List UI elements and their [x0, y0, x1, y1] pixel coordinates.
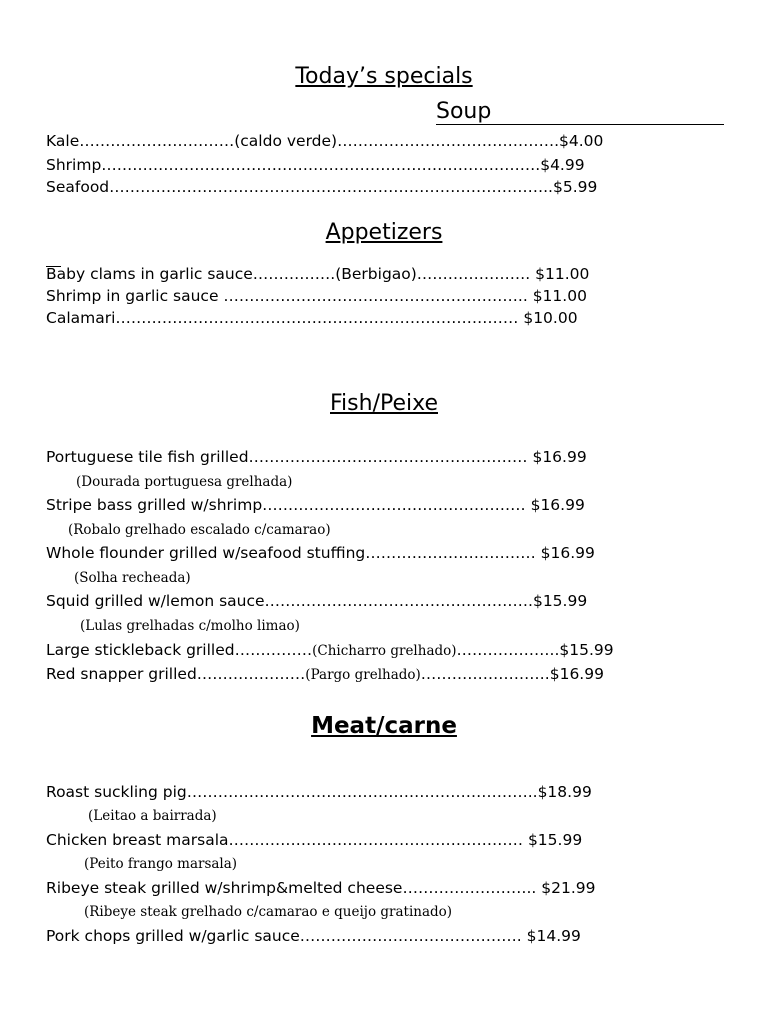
fish-item-stickleback-name: Large stickleback grilled……………	[46, 641, 313, 659]
soup-item-shrimp: Shrimp………………………………………………………………………….$4.99	[46, 156, 585, 174]
appetizers-heading: Appetizers	[325, 220, 443, 245]
meat-item-ribeye: Ribeye steak grilled w/shrimp&melted cheese…………………….. $21.99	[46, 879, 596, 897]
appetizer-item-shrimp: Shrimp in garlic sauce ………………………………………………….. $11.00	[46, 287, 587, 305]
soup-item-seafood: Seafood…………………………………………………………………………..$5.99	[46, 178, 598, 196]
fish-item-red-snapper	[46, 664, 604, 685]
fish-item-squid-translation: (Lulas grelhadas c/molho limao)	[80, 618, 300, 634]
fish-item-stickleback	[46, 640, 614, 661]
fish-item-flounder: Whole flounder grilled w/seafood stuffing…………………………… $16.99	[46, 544, 595, 562]
meat-item-suckling-pig: Roast suckling pig…………………………………………………………..$18.99	[46, 783, 592, 801]
meat-item-chicken-marsala-translation: (Peito frango marsala)	[84, 856, 238, 872]
meat-item-ribeye-translation: (Ribeye steak grelhado c/camarao e queijo gratinado)	[84, 904, 453, 920]
fish-item-red-snapper-price: …………………….$16.99	[420, 665, 604, 683]
fish-item-squid: Squid grilled w/lemon sauce…………………………………………….$15.99	[46, 592, 588, 610]
fish-item-flounder-translation: (Solha recheada)	[74, 570, 191, 586]
fish-item-stripe-bass: Stripe bass grilled w/shrimp…………………………………………… $16.99	[46, 496, 585, 514]
appetizer-item-baby-clams: Baby clams in garlic sauce…………….(Berbigao)…………………. $11.00	[46, 265, 590, 283]
soup-heading-underline	[436, 124, 724, 125]
fish-item-red-snapper-translation: (Pargo grelhado)	[305, 667, 421, 683]
fish-item-tile-fish-translation: (Dourada portuguesa grelhada)	[76, 474, 293, 490]
fish-item-tile-fish: Portuguese tile fish grilled……………………………………………… $16.99	[46, 448, 587, 466]
soup-item-kale: Kale…………………………(caldo verde)…………………………………….$4.00	[46, 132, 604, 150]
soup-heading-text: Soup	[436, 99, 492, 124]
fish-item-stripe-bass-translation: (Robalo grelhado escalado c/camarao)	[68, 522, 331, 538]
meat-item-chicken-marsala: Chicken breast marsala………………………………………………… $15.99	[46, 831, 583, 849]
fish-item-stickleback-translation: (Chicharro grelhado)	[312, 643, 457, 659]
meat-item-pork-chops: Pork chops grilled w/garlic sauce……………………………………. $14.99	[46, 927, 581, 945]
fish-heading: Fish/Peixe	[330, 391, 438, 416]
meat-heading: Meat/carne	[311, 713, 457, 739]
fish-item-stickleback-price: ………………..$15.99	[456, 641, 614, 659]
meat-item-suckling-pig-translation: (Leitao a bairrada)	[88, 808, 217, 824]
fish-item-red-snapper-name: Red snapper grilled…………………	[46, 665, 306, 683]
page-title: Today’s specials	[295, 64, 473, 89]
soup-heading	[436, 99, 724, 124]
appetizer-item-calamari: Calamari…………………………………………………………………… $10.00	[46, 309, 578, 327]
